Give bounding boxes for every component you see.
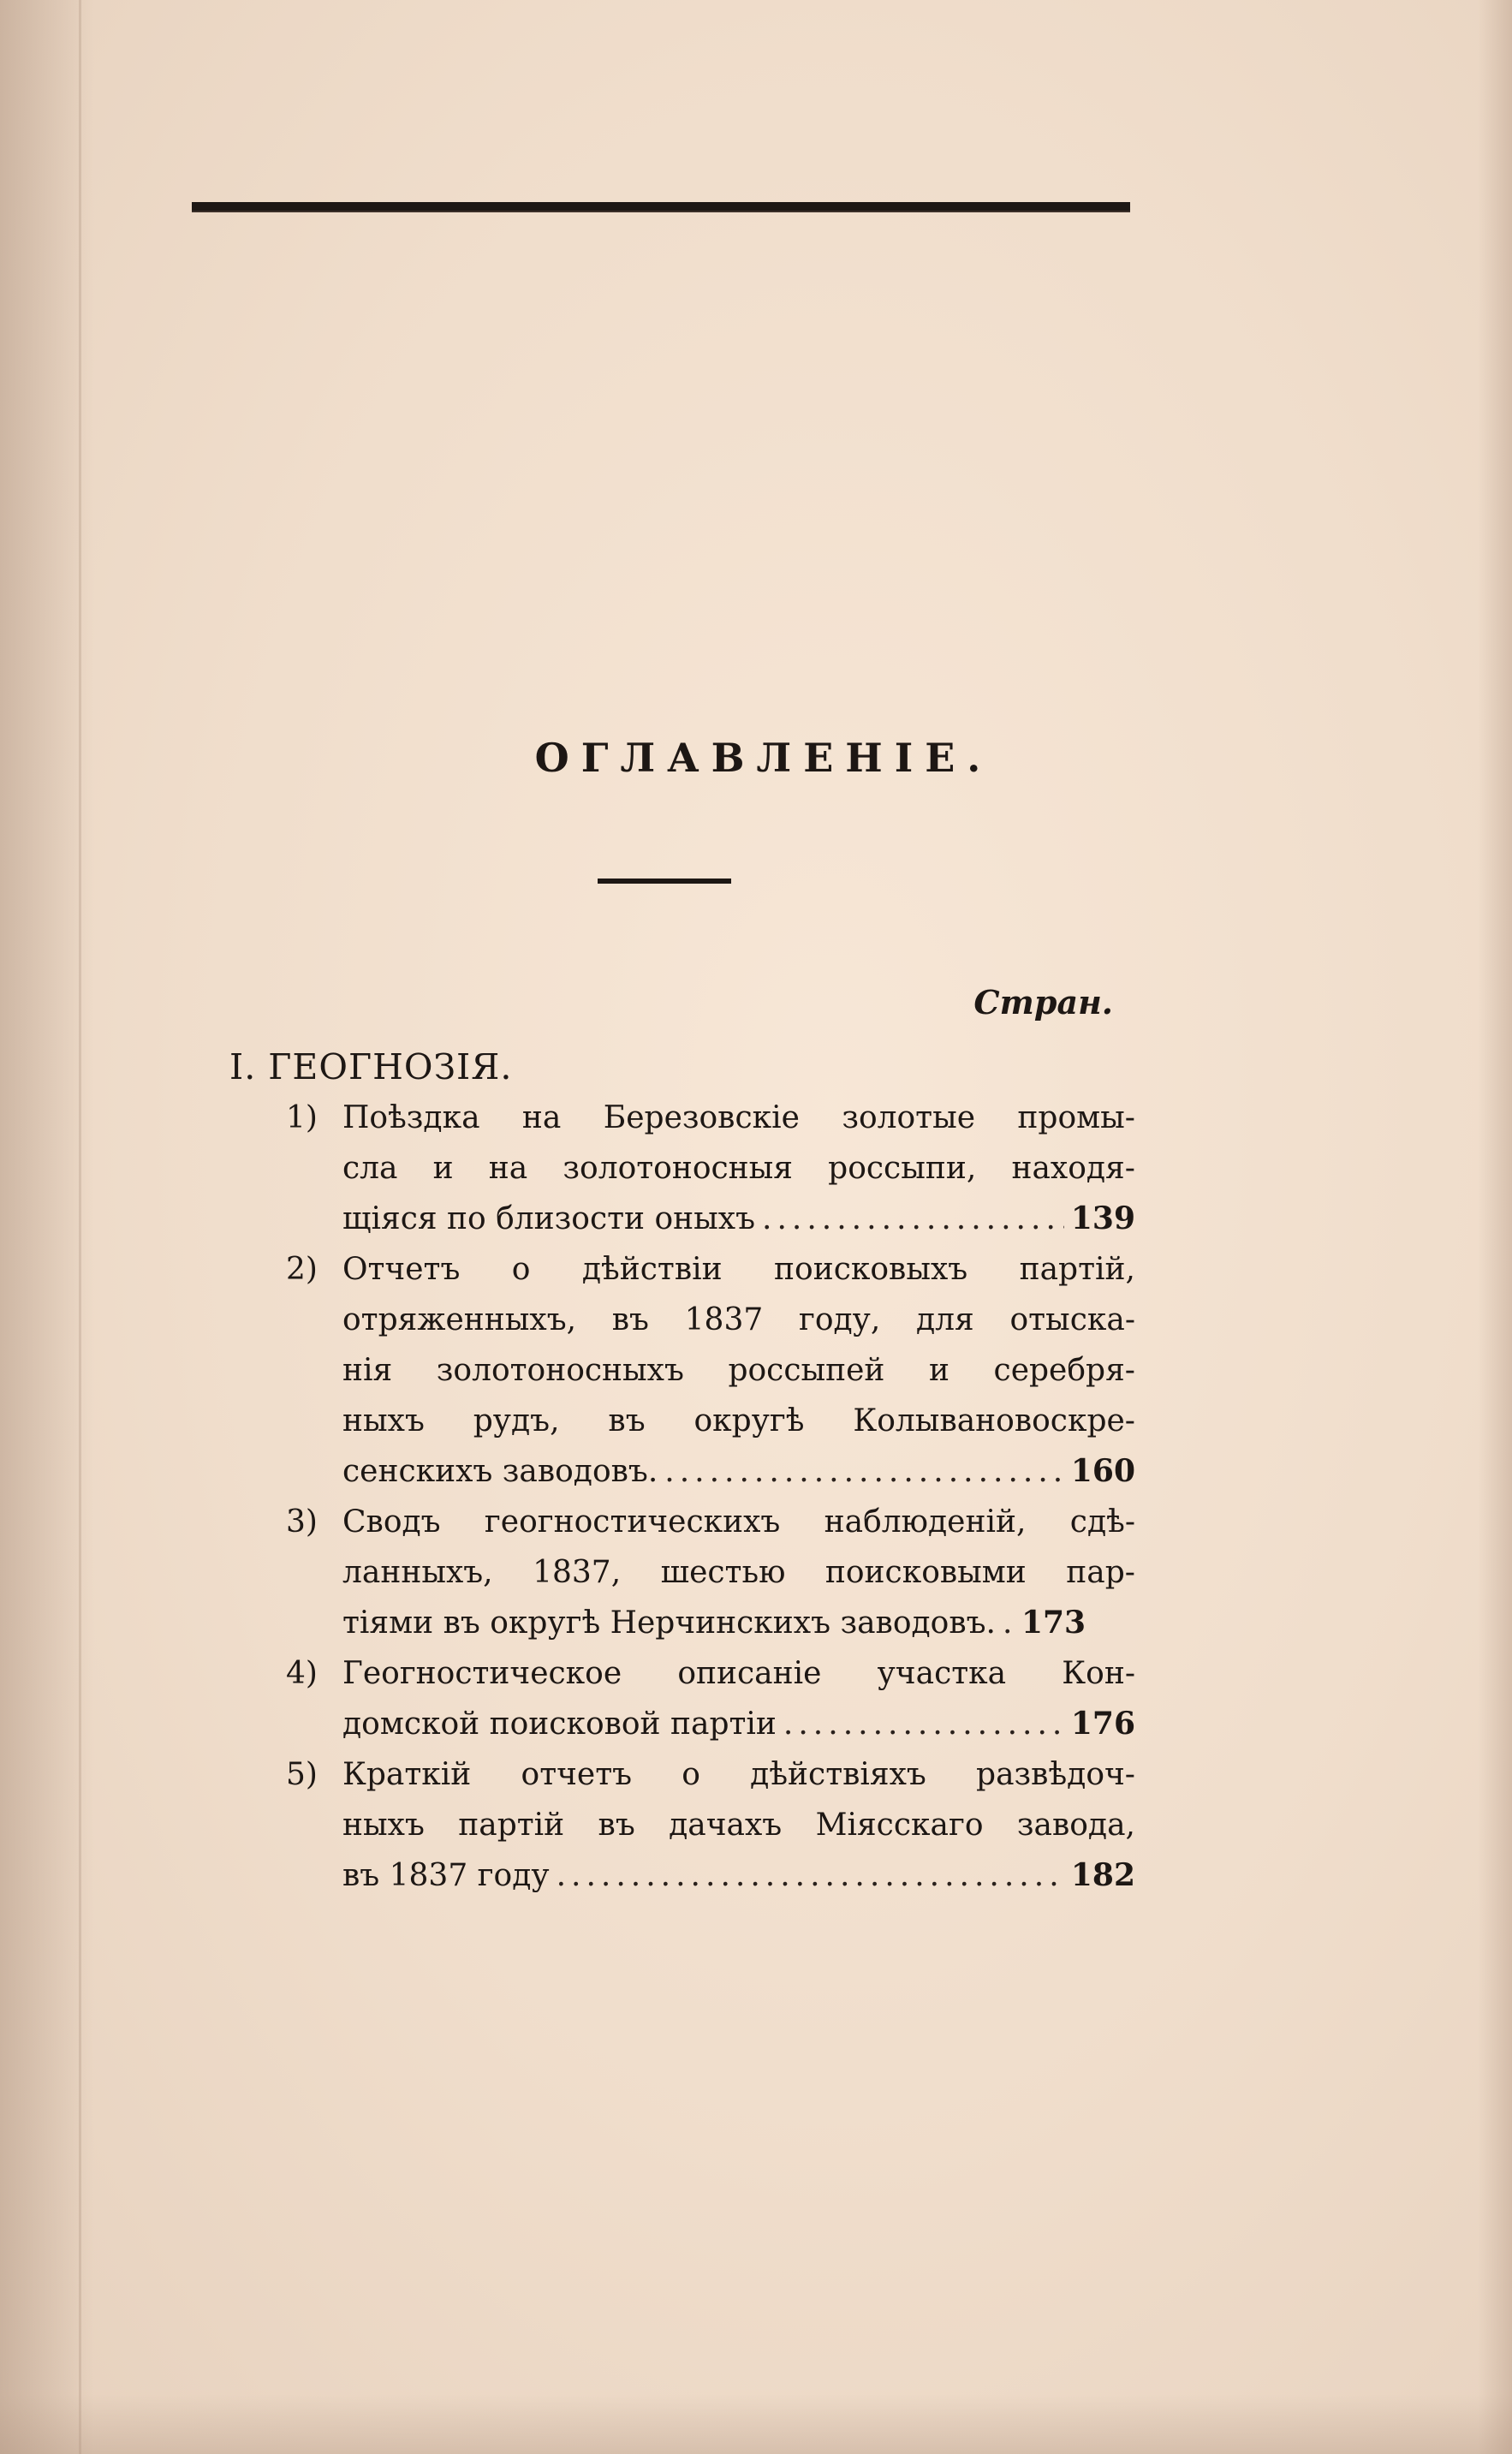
page-bottom-shadow xyxy=(0,2394,1512,2454)
entry-line: Отчетъ о дѣйствіи поисковыхъ партій, xyxy=(342,1252,1135,1287)
page-fold-line xyxy=(79,0,81,2454)
entry-page-number: 160 xyxy=(1070,1453,1135,1489)
entry-last-line: домской поисковой партіи xyxy=(342,1706,777,1742)
entry-line: ланныхъ, 1837, шестью поисковыми пар- xyxy=(342,1555,1135,1590)
leader-dots xyxy=(783,1699,1064,1749)
entry-number: 4) xyxy=(286,1656,318,1691)
entry-line: Сводъ геогностическихъ наблюденій, сдѣ- xyxy=(342,1504,1135,1540)
entry-line: ныхъ партій въ дачахъ Міясскаго завода, xyxy=(342,1808,1135,1843)
entry-line: отряженныхъ, въ 1837 году, для отыска- xyxy=(342,1302,1135,1337)
entry-page-number: 182 xyxy=(1070,1857,1135,1893)
page-title: ОГЛАВЛЕНІЕ. xyxy=(534,735,993,781)
entry-line: ныхъ рудъ, въ округѣ Колывановоскре- xyxy=(342,1403,1135,1438)
section-title: I. ГЕОГНОЗІЯ. xyxy=(229,1046,513,1087)
entry-last-line: сенскихъ заводовъ. xyxy=(342,1454,658,1489)
entry-line: Геогностическое описаніе участка Кон- xyxy=(342,1656,1135,1691)
entry-page-number: 139 xyxy=(1070,1200,1135,1236)
entry-last-line: въ 1837 году xyxy=(342,1858,550,1893)
toc-entries xyxy=(286,1093,1135,1901)
entry-last-line: щіяся по близости оныхъ xyxy=(342,1201,756,1236)
entry-page-number: 173 xyxy=(1021,1605,1086,1641)
entry-page-number: 176 xyxy=(1070,1706,1135,1742)
title-rule xyxy=(598,879,731,884)
entry-line: Поѣздка на Березовскіе золотые промы- xyxy=(342,1100,1135,1135)
entry-number: 5) xyxy=(286,1757,318,1792)
top-rule xyxy=(192,202,1130,212)
toc-entry xyxy=(286,1749,1135,1901)
entry-last-line: тіями въ округѣ Нерчинскихъ заводовъ. xyxy=(342,1605,996,1641)
toc-entry xyxy=(286,1497,1135,1648)
entry-line: нія золотоносныхъ россыпей и серебря- xyxy=(342,1353,1135,1388)
entry-line: сла и на золотоносныя россыпи, находя- xyxy=(342,1151,1135,1186)
entry-number: 1) xyxy=(286,1100,318,1135)
leader-dots xyxy=(762,1194,1064,1244)
entry-number: 3) xyxy=(286,1504,318,1540)
leader-dots xyxy=(557,1850,1064,1901)
leader-dots xyxy=(664,1446,1064,1497)
page-column-header: Стран. xyxy=(973,983,1113,1022)
toc-entry xyxy=(286,1648,1135,1749)
toc-entry xyxy=(286,1244,1135,1497)
entry-number: 2) xyxy=(286,1252,318,1287)
page-edge-shadow xyxy=(1478,0,1512,2454)
entry-line: Краткій отчетъ о дѣйствіяхъ развѣдоч- xyxy=(342,1757,1135,1792)
leader-dots xyxy=(1003,1598,1015,1648)
toc-entry xyxy=(286,1093,1135,1244)
